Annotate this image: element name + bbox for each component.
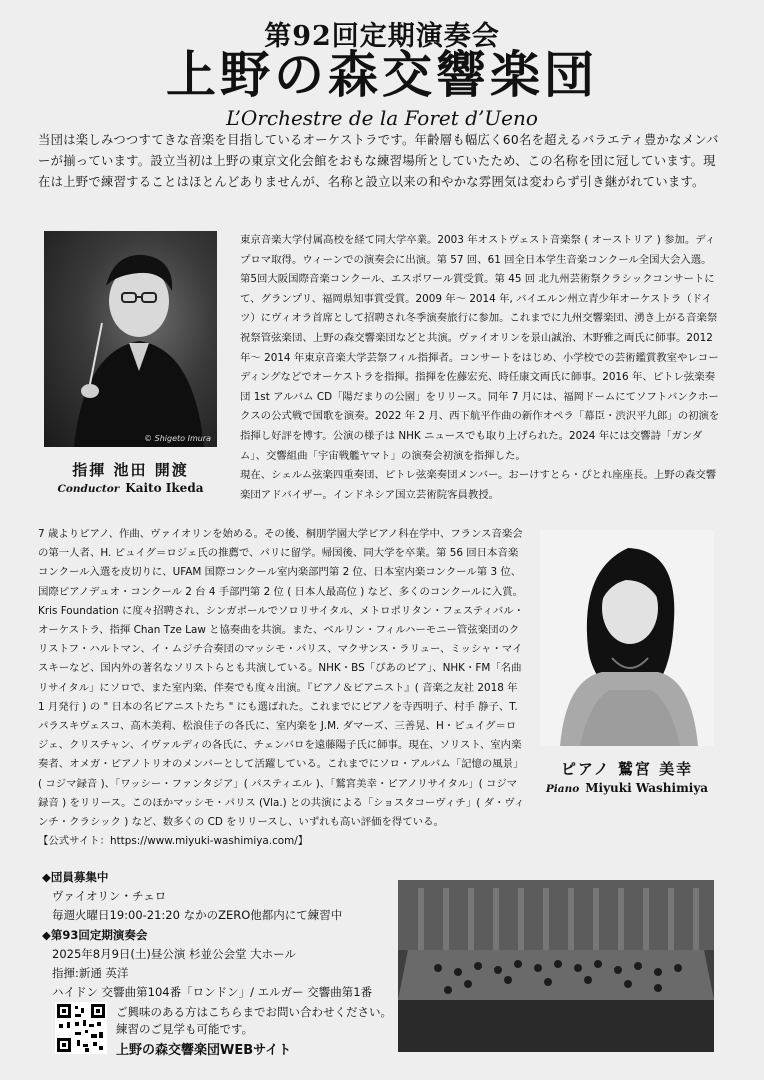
- pianist-bio: [38, 525, 526, 851]
- pianist-site[interactable]: 【公式サイト：https://www.miyuki-washimiya.com/】: [38, 835, 309, 848]
- conductor-figure-icon: [44, 231, 217, 447]
- orchestra-title: 上野の森交響楽団: [166, 45, 598, 104]
- next-concert-conductor: 指揮:新通 英洋: [52, 966, 129, 980]
- orchestra-photo: [398, 880, 714, 1052]
- qr-code-icon: [55, 1002, 107, 1054]
- conductor-role: Conductor: [57, 483, 120, 495]
- pianist-role: Piano: [545, 783, 580, 795]
- contact-line: 練習のご見学も可能です。: [116, 1022, 254, 1036]
- qr-code[interactable]: [55, 1002, 107, 1054]
- conductor-bio-paragraph: 現在、シェルム弦楽四重奏団、ピトレ弦楽奏団メンバー。おーけすとら・ぴとれ座座長。上野の森交響楽団アドバイザー。インドネシア国立芸術院客員教授。: [240, 469, 717, 501]
- pianist-figure-icon: [540, 530, 714, 746]
- conductor-name-jp: 指揮 池田 開渡: [72, 461, 189, 479]
- pianist-bio-paragraph: 7 歳よりピアノ、作曲、ヴァイオリンを始める。その後、桐朋学園大学ピアノ科在学中、フランス音楽会の第一人者、H. ピュイグ＝ロジェ氏の推薦で、パリに留学。帰国後、同大学を卒業。第 56 回日本音楽コンクール入選を皮切りに、UFAM 国際コンクール室内楽部門第 2 位、日本室内楽コンクール第 3 位、国際ピアノデュオ・コンクール 2 台 4 手部門第 2 位 ( 日本人最高位 ) など、多くのコンクールに入賞。Kris Foundation に度々招聘され、シンガポールでソロリサイタル、メトロポリタン・フェスティバル・オーケストラ、指揮 Chan Tze Law と協奏曲を共演。また、ベルリン・フィルハーモニー管弦楽団のクリストフ・ハルトマン、イ・ムジチ合奏団のマッシモ・パリス、マクサンス・ラリュー、ミッシャ・マイスキーなど、国内外の著名なソリストらとも共演している。NHK・BS「ぴあのピア」、NHK・FM「名曲リサイタル」にソロで、また室内楽、伴奏でも度々出演。『ピアノ＆ピアニスト』( 音楽之友社 2018 年 1 月発行 ) の " 日本の名ピアニストたち " にも選ばれた。これまでにピアノを寺西明子、村手 静子、T. パラスキヴェスコ、高木美莉、松浪佳子の各氏に、室内楽を J.M. ダマーズ、三善晃、H・ピュイグ＝ロジェ、クリスチャン、イヴァルディの各氏に、チェンバロを遠藤陽子氏に師事。現在、ソリスト、室内楽奏者、オメガ・ピアノトリオのメンバーとして活躍している。これまでにソロ・アルバム「記憶の風景」( コジマ録音 )、「ワッシー・ファンタジア」( パスティエル )、「鷲宮美幸・ピアノリサイタル」( コジマ録音 ) をリリース。このほかマッシモ・パリス (Vla.) との共演による「ショスタコーヴィチ」( ダ・ヴィンチ・クラシック ) など、数多くの CD をリリースし、いずれも高い評価を得ている。: [38, 528, 525, 829]
- orchestra-stage-icon: [398, 880, 714, 1052]
- conductor-name-en: [44, 481, 217, 495]
- recruit-parts: ヴァイオリン・チェロ: [52, 889, 167, 903]
- next-concert-section: [42, 926, 372, 1002]
- intro-paragraph: 当団は楽しみつつすてきな音楽を目指しているオーケストラです。年齢層も幅広く60名を超えるバラエティ豊かなメンバーが揃っています。設立当初は上野の東京文化会館をおもな練習場所としていたため、この名称を団に冠しています。現在は上野で練習することはほとんどありませんが、名称と設立以来の和やかな雰囲気は変わらず引き継がれています。: [38, 133, 719, 189]
- recruit-schedule: 毎週火曜日19:00-21:20 なかのZERO他都内にて練習中: [52, 908, 343, 922]
- next-concert-heading: ◆第93回定期演奏会: [42, 928, 148, 942]
- conductor-bio: [240, 231, 720, 505]
- conductor-name: Kaito Ikeda: [125, 481, 204, 495]
- pianist-photo: [540, 530, 714, 746]
- recruit-section: [42, 868, 342, 925]
- pianist-name-en: [540, 781, 714, 795]
- orchestra-subtitle: L’Orchestre de la Foret d’Ueno: [226, 106, 538, 130]
- pianist-name-jp: ピアノ 鷲宮 美幸: [560, 760, 694, 778]
- contact-line: ご興味のある方はこちらまでお問い合わせください。: [116, 1005, 392, 1019]
- recruit-heading: ◆団員募集中: [42, 870, 109, 884]
- next-concert-date: 2025年8月9日(土)昼公演 杉並公会堂 大ホール: [52, 947, 296, 961]
- website-link[interactable]: 上野の森交響楽団WEBサイト: [116, 1043, 292, 1058]
- conductor-photo: [44, 231, 217, 447]
- photo-credit: © Shigeto Imura: [144, 434, 211, 443]
- conductor-bio-paragraph: 東京音楽大学付属高校を経て同大学卒業。2003 年オストヴェスト音楽祭 ( オーストリア ) 参加。ディプロマ取得。ウィーンでの演奏会に出演。第 57 回、61 回全日本学生音楽コンクール全国大会入選。第5回大阪国際音楽コンクール、エスポワール賞受賞。第 45 回 北九州芸術祭クラシックコンサートにて、グランプリ、福岡県知事賞受賞。2009 年～ 2014 年, バイエルン州立青少年オーケストラ（ドイツ）にヴィオラ首席として招聘され冬季演奏旅行に参加。これまでに九州交響楽団、湧き上がる音楽祭祝祭管弦楽団、上野の森交響楽団などと共演。ヴァイオリンを景山誠治、木野雅之両氏に師事。2012 年～ 2014 年東京音楽大学芸祭フィル指揮者。コンサートをはじめ、小学校での芸術鑑賞教室やレコーディングなどでオーケストラを指揮。指揮を佐藤宏充、時任康文両氏に師事。2016 年、ピトレ弦楽奏団 1st アルバム CD「陽だまりの公園」をリリース。同年 7 月には、福岡ドームにてソフトバンクホークスの公式戦で国歌を演奏。2022 年 2 月、西下航平作曲の新作オペラ「幕臣・渋沢平九郎」の初演を指揮し好評を博す。公演の様子は NHK ニュースでも取り上げられた。2024 年には交響詩「ガンダム」、交響組曲「宇宙戦艦ヤマト」の演奏会初演を指揮した。: [240, 234, 720, 462]
- next-concert-program: ハイドン 交響曲第104番「ロンドン」/ エルガー 交響曲第1番: [52, 985, 373, 999]
- contact-text: [116, 1004, 392, 1038]
- concert-number: 第92回定期演奏会: [264, 21, 500, 52]
- pianist-name: Miyuki Washimiya: [585, 781, 709, 795]
